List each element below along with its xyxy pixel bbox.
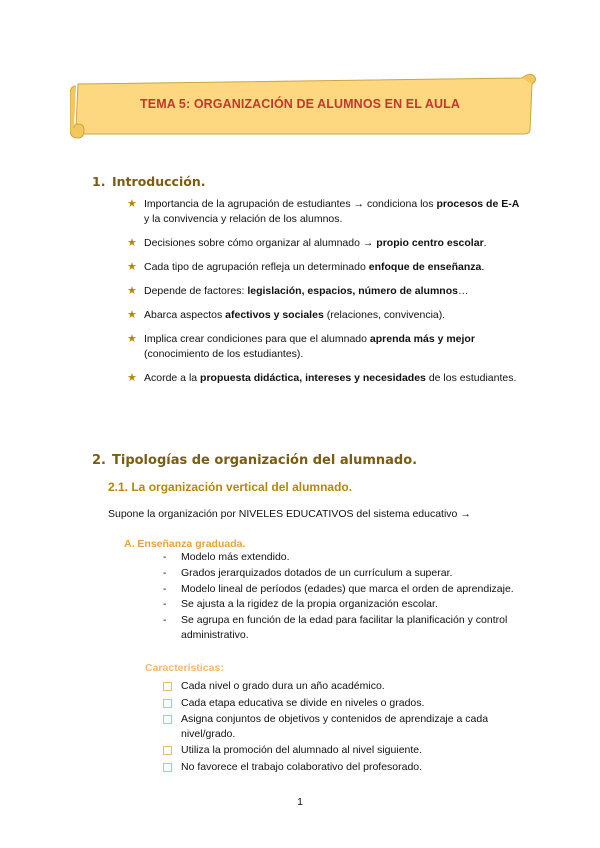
text: (relaciones, convivencia). [323,309,446,321]
characteristic-text: Asigna conjuntos de objetivos y contenidos de aprendizaje a cada nivel/grado. [181,713,489,740]
list-item [127,332,527,362]
text: . [481,261,485,273]
checkbox-icon [163,715,172,724]
star-icon: ★ [127,198,137,210]
characteristic-text: No favorece el trabajo colaborativo del profesorado. [181,760,423,773]
checkbox-icon [163,763,172,772]
star-icon: ★ [127,261,137,273]
star-icon: ★ [127,372,137,384]
list-item [163,679,533,694]
bold-text: propio centro escolar [376,237,484,249]
subsection-heading: 2.1. La organización vertical del alumnado. [108,480,353,494]
bold-text: enfoque de enseñanza [368,261,482,273]
list-item [127,284,527,299]
characteristic-text: Utiliza la promoción del alumnado al nivel siguiente. [181,744,423,756]
text: Acorde a la [144,372,201,384]
dash-bullet: - [163,551,167,563]
section-2-title: Tipologías de organización del alumnado. [112,453,418,468]
point-text: Modelo más extendido. [181,551,290,563]
text: Implica crear condiciones para que el alumnado [144,333,370,345]
text: Decisiones sobre cómo organizar al alumnado → [144,237,377,249]
bold-text: afectivos y sociales [225,309,324,321]
checkbox-icon [163,682,172,691]
list-item [127,371,527,386]
item-a-heading: A. Enseñanza graduada. [124,538,246,550]
star-icon: ★ [127,285,137,297]
characteristics-heading: Características: [145,662,224,674]
dash-bullet: - [163,582,167,595]
text: . [483,237,487,249]
point-text: Grados jerarquizados dotados de un currículum a superar. [181,566,453,579]
text: y la convivencia y relación de los alumnos. [144,213,343,225]
text: … [457,285,469,297]
text: Depende de factores: [144,285,248,297]
bold-text: propuesta didáctica, intereses y necesidades [200,372,426,384]
bold-text: procesos de E-A [436,198,520,210]
section-1-title: Introducción. [112,174,206,189]
intro-bullet-list [127,197,527,395]
list-item [163,712,533,741]
dash-bullet: - [163,566,167,579]
points-list [163,550,533,643]
list-item [163,582,533,597]
list-item [163,696,533,711]
text: Importancia de la agrupación de estudiantes → condiciona los [144,198,437,210]
list-item [163,743,533,758]
text: Abarca aspectos [144,309,226,321]
title-banner [70,72,530,144]
list-item [163,760,533,775]
star-icon: ★ [127,333,137,345]
point-text: Se agrupa en función de la edad para facilitar la planificación y control administrativo. [181,614,508,641]
section-2-heading [92,453,417,468]
characteristics-list [163,679,533,776]
section-1-number: 1. [92,174,106,189]
list-item [163,566,533,581]
list-item [127,236,527,251]
list-item [163,613,533,642]
section-1-heading [92,174,205,189]
list-item [127,308,527,323]
dash-bullet: - [163,598,167,611]
text: Cada tipo de agrupación refleja un determinado [144,261,369,273]
list-item [127,197,527,227]
point-text: Se ajusta a la rigidez de la propia organización escolar. [181,598,438,611]
checkbox-icon [163,746,172,755]
star-icon: ★ [127,309,137,321]
page-title: TEMA 5: ORGANIZACIÓN DE ALUMNOS EN EL AULA [140,97,460,111]
list-item [127,260,527,275]
dash-bullet: - [163,614,167,627]
checkbox-icon [163,699,172,708]
point-text: Modelo lineal de períodos (edades) que marca el orden de aprendizaje. [181,582,514,595]
characteristic-text: Cada nivel o grado dura un año académico. [181,680,385,692]
text: (conocimiento de los estudiantes). [144,348,304,360]
list-item [163,550,533,565]
bold-text: legislación, espacios, número de alumnos [247,285,458,297]
section-2-number: 2. [92,453,106,468]
list-item [163,597,533,612]
text: de los estudiantes. [425,372,517,384]
subsection-intro: Supone la organización por NIVELES EDUCATIVOS del sistema educativo → [108,508,471,520]
characteristic-text: Cada etapa educativa se divide en niveles o grados. [181,696,425,709]
bold-text: aprenda más y mejor [369,333,475,345]
star-icon: ★ [127,237,137,249]
page-number: 1 [297,796,303,808]
